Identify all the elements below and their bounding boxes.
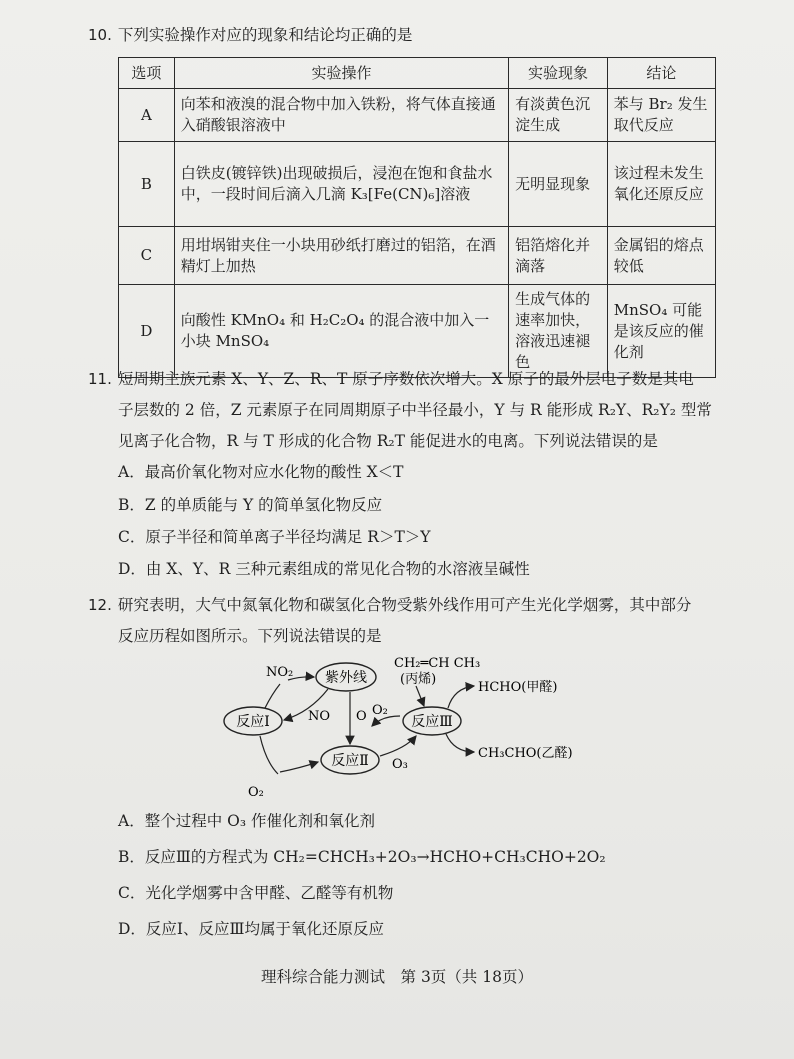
header-conclusion: 结论	[607, 58, 715, 89]
question-12-line-1	[88, 594, 691, 616]
no2-label: NO₂	[266, 665, 294, 680]
cell-option: D	[119, 285, 175, 378]
cell-conclusion: 金属铝的熔点较低	[607, 227, 715, 285]
question-11-line-1	[88, 368, 694, 390]
cell-option: C	[119, 227, 175, 285]
cell-phenomenon: 有淡黄色沉淀生成	[509, 89, 608, 142]
arrow-r1-to-no2	[265, 684, 280, 708]
cell-operation: 向酸性 KMnO₄ 和 H₂C₂O₄ 的混合液中加入一小块 MnSO₄	[174, 285, 508, 378]
propene-formula: CH₂═CH CH₃	[394, 656, 481, 671]
page-footer: 理科综合能力测试 第 3页（共 18页）	[261, 968, 533, 986]
question-number: 10.	[88, 26, 112, 44]
cell-conclusion: 苯与 Br₂ 发生取代反应	[607, 89, 715, 142]
no-label: NO	[308, 709, 331, 724]
cell-option: A	[119, 89, 175, 142]
experiment-table	[118, 57, 716, 378]
cell-option: B	[119, 142, 175, 227]
q12-option-a: A．整个过程中 O₃ 作催化剂和氧化剂	[118, 812, 375, 830]
table-row	[119, 227, 716, 285]
uv-label: 紫外线	[325, 670, 367, 686]
reaction-cycle-diagram	[210, 650, 610, 800]
cell-phenomenon: 无明显现象	[509, 142, 608, 227]
header-phenomenon: 实验现象	[509, 58, 608, 89]
q11-option-c: C．原子半径和简单离子半径均满足 R＞T＞Y	[118, 528, 431, 546]
question-text: 研究表明，大气中氮氧化物和碳氢化合物受紫外线作用可产生光化学烟雾，其中部分	[117, 596, 692, 614]
arrow-propene-to-r3	[416, 686, 424, 706]
cell-conclusion: MnSO₄ 可能是该反应的催化剂	[607, 285, 715, 378]
o-label: O	[356, 709, 367, 724]
cell-conclusion: 该过程未发生氧化还原反应	[607, 142, 715, 227]
o2-label-right: O₂	[372, 703, 388, 718]
q12-option-c: C．光化学烟雾中含甲醛、乙醛等有机物	[118, 884, 394, 902]
table-row	[119, 89, 716, 142]
header-option: 选项	[119, 58, 175, 89]
reaction-1-label: 反应Ⅰ	[236, 714, 270, 730]
q11-option-d: D．由 X、Y、R 三种元素组成的常见化合物的水溶液呈碱性	[118, 560, 530, 578]
question-text: 短周期主族元素 X、Y、Z、R、T 原子序数依次增大。X 原子的最外层电子数是其电	[117, 370, 694, 388]
question-12-line-2: 反应历程如图所示。下列说法错误的是	[118, 627, 382, 645]
question-number: 12.	[88, 596, 112, 614]
question-11-line-2: 子层数的 2 倍，Z 元素原子在同周期原子中半径最小，Y 与 R 能形成 R₂Y、R₂Y₂ 型常	[118, 401, 712, 419]
cell-phenomenon: 生成气体的速率加快，溶液迅速褪色	[509, 285, 608, 378]
header-operation: 实验操作	[174, 58, 508, 89]
q12-option-b: B．反应Ⅲ的方程式为 CH₂=CHCH₃+2O₃→HCHO+CH₃CHO+2O₂	[118, 848, 606, 866]
arrow-o2-to-r2	[280, 762, 318, 772]
cell-phenomenon: 铝箔熔化并滴落	[509, 227, 608, 285]
q12-option-d: D．反应Ⅰ、反应Ⅲ均属于氧化还原反应	[118, 920, 384, 938]
q11-option-b: B．Z 的单质能与 Y 的简单氢化物反应	[118, 496, 383, 514]
reaction-3-label: 反应Ⅲ	[411, 714, 453, 730]
question-10-stem	[88, 24, 412, 46]
cell-operation: 向苯和液溴的混合物中加入铁粉，将气体直接通入硝酸银溶液中	[174, 89, 508, 142]
o3-label: O₃	[392, 757, 408, 772]
product-hcho: HCHO(甲醛)	[478, 680, 558, 695]
product-ch3cho: CH₃CHO(乙醛)	[478, 746, 573, 761]
table-header-row	[119, 58, 716, 89]
reaction-2-label: 反应Ⅱ	[331, 753, 369, 769]
question-number: 11.	[88, 370, 112, 388]
arrow-r2-to-r3	[380, 736, 416, 756]
q11-option-a: A．最高价氧化物对应水化物的酸性 X＜T	[118, 463, 404, 481]
o2-label-left: O₂	[248, 785, 264, 800]
arrow-r3-to-hcho	[448, 686, 474, 708]
table-row	[119, 142, 716, 227]
cell-operation: 用坩埚钳夹住一小块用砂纸打磨过的铝箔，在酒精灯上加热	[174, 227, 508, 285]
propene-name: (丙烯)	[400, 672, 437, 687]
arrow-r3-to-ch3cho	[446, 734, 474, 752]
question-text: 下列实验操作对应的现象和结论均正确的是	[117, 26, 413, 44]
table-row	[119, 285, 716, 378]
arrow-r1-to-o2	[260, 736, 278, 774]
question-11-line-3: 见离子化合物，R 与 T 形成的化合物 R₂T 能促进水的电离。下列说法错误的是	[118, 432, 658, 450]
cell-operation: 白铁皮(镀锌铁)出现破损后，浸泡在饱和食盐水中，一段时间后滴入几滴 K₃[Fe(CN)₆]溶液	[174, 142, 508, 227]
